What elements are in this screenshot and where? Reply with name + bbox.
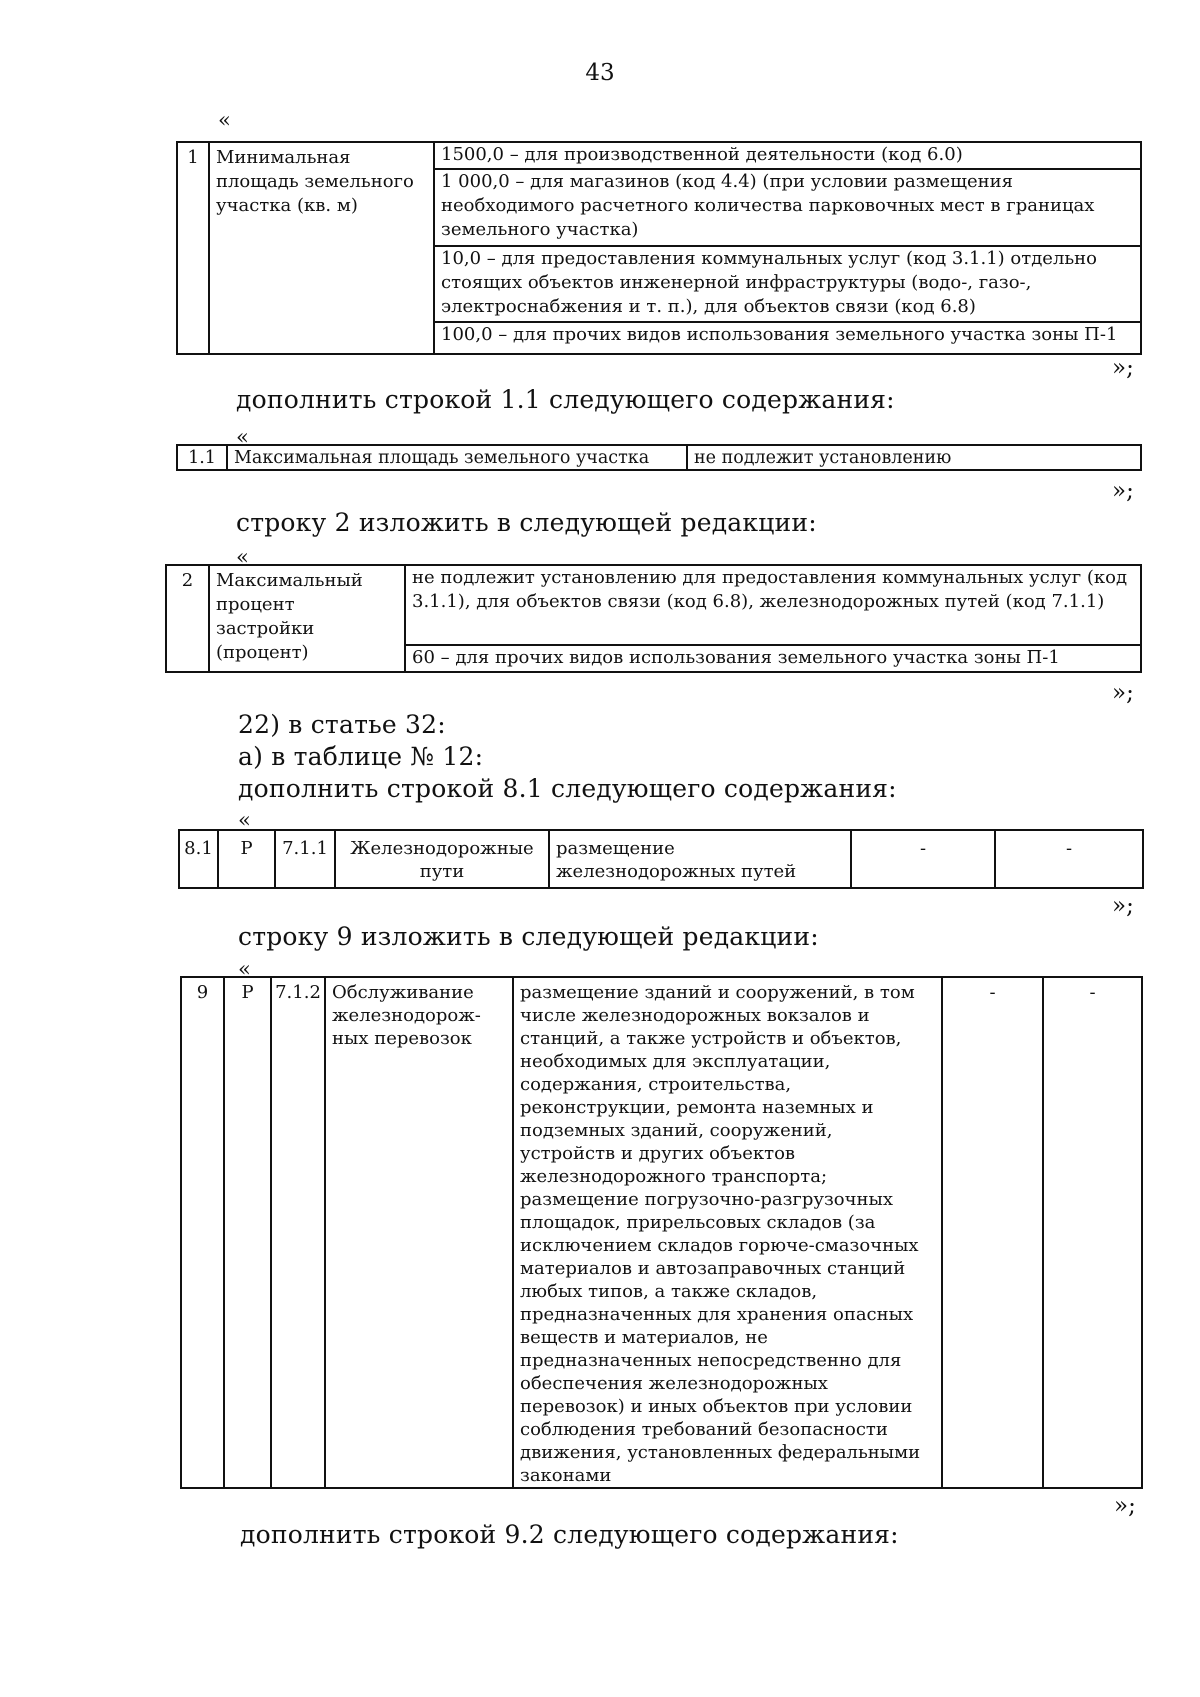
row-param-2: - bbox=[995, 830, 1143, 888]
table-min-area bbox=[176, 141, 1142, 355]
instruction-heading: дополнить строкой 1.1 следующего содержания: bbox=[236, 385, 895, 414]
open-quote: « bbox=[238, 957, 251, 981]
open-quote: « bbox=[218, 108, 231, 132]
value-line: 100,0 – для прочих видов использования земельного участка зоны П-1 bbox=[441, 324, 1118, 345]
row-number: 2 bbox=[166, 565, 209, 672]
row-name: Железнодорожные пути bbox=[335, 830, 549, 888]
row-type: Р bbox=[224, 977, 271, 1488]
row-number: 1 bbox=[177, 142, 209, 354]
row-values bbox=[405, 565, 1141, 672]
row-description: размещение железнодорожных путей bbox=[549, 830, 851, 888]
row-name: Обслуживание железнодорож-ных перевозок bbox=[325, 977, 513, 1488]
value-line: 1500,0 – для производственной деятельности (код 6.0) bbox=[435, 143, 1140, 169]
row-code: 7.1.2 bbox=[271, 977, 325, 1488]
open-quote: « bbox=[238, 808, 251, 832]
row-type: Р bbox=[218, 830, 275, 888]
row-number: 8.1 bbox=[179, 830, 218, 888]
row-code: 7.1.1 bbox=[275, 830, 335, 888]
instruction-heading: дополнить строкой 8.1 следующего содержания: bbox=[238, 774, 897, 803]
value-line: 1 000,0 – для магазинов (код 4.4) (при условии размещения необходимого расчетного количества парковочных мест в границах земельного участка) bbox=[435, 169, 1140, 246]
row-param-2: - bbox=[1043, 977, 1142, 1488]
value-line: 10,0 – для предоставления коммунальных услуг (код 3.1.1) отдельно стоящих объектов инженерной инфраструктуры (водо-, газо-, электроснабжения и т. п.), для объектов связи (код 6.8) bbox=[435, 246, 1140, 322]
open-quote: « bbox=[236, 425, 249, 449]
row-values bbox=[434, 142, 1141, 354]
row-param-1: - bbox=[851, 830, 995, 888]
table-max-building-percent bbox=[165, 564, 1142, 673]
row-number: 9 bbox=[181, 977, 224, 1488]
table-row-8-1 bbox=[178, 829, 1144, 889]
page-number: 43 bbox=[585, 60, 615, 86]
row-param-1: - bbox=[942, 977, 1043, 1488]
row-label: Максимальный процент застройки (процент) bbox=[209, 565, 405, 672]
row-label: Максимальная площадь земельного участка bbox=[227, 445, 687, 470]
table-row-9 bbox=[180, 976, 1143, 1489]
close-quote: »; bbox=[1112, 893, 1134, 919]
value-line: не подлежит установлению для предоставления коммунальных услуг (код 3.1.1), для объектов связи (код 6.8), железнодорожных путей (код 7.1.1) bbox=[406, 566, 1140, 645]
open-quote: « bbox=[236, 545, 249, 569]
close-quote: »; bbox=[1114, 1493, 1136, 1519]
list-item-a: а) в таблице № 12: bbox=[238, 742, 484, 771]
value-line: 60 – для прочих видов использования земельного участка зоны П-1 bbox=[412, 647, 1060, 668]
row-number: 1.1 bbox=[177, 445, 227, 470]
row-description: размещение зданий и сооружений, в том числе железнодорожных вокзалов и станций, а также устройств и объектов, необходимых для эксплуатации, содержания, строительства, реконструкции, ремонта наземных и подземных зданий, сооружений, устройств и других объектов железнодорожного транспорта; размещение погрузочно-разгрузочных площадок, прирельсовых складов (за исключением складов горюче-смазочных материалов и автозаправочных станций любых типов, а также складов, предназначенных для хранения опасных веществ и материалов, не предназначенных непосредственно для обеспечения железнодорожных перевозок) и иных объектов при условии соблюдения требований безопасности движения, установленных федеральными законами bbox=[513, 977, 942, 1488]
table-max-area bbox=[176, 444, 1142, 471]
close-quote: »; bbox=[1112, 680, 1134, 706]
close-quote: »; bbox=[1112, 478, 1134, 504]
instruction-heading: строку 9 изложить в следующей редакции: bbox=[238, 922, 819, 951]
row-value: не подлежит установлению bbox=[687, 445, 1141, 470]
close-quote: »; bbox=[1112, 355, 1134, 381]
row-label: Минимальная площадь земельного участка (кв. м) bbox=[209, 142, 434, 354]
list-item-22: 22) в статье 32: bbox=[238, 710, 446, 739]
instruction-heading: строку 2 изложить в следующей редакции: bbox=[236, 508, 817, 537]
instruction-heading: дополнить строкой 9.2 следующего содержания: bbox=[240, 1520, 899, 1549]
